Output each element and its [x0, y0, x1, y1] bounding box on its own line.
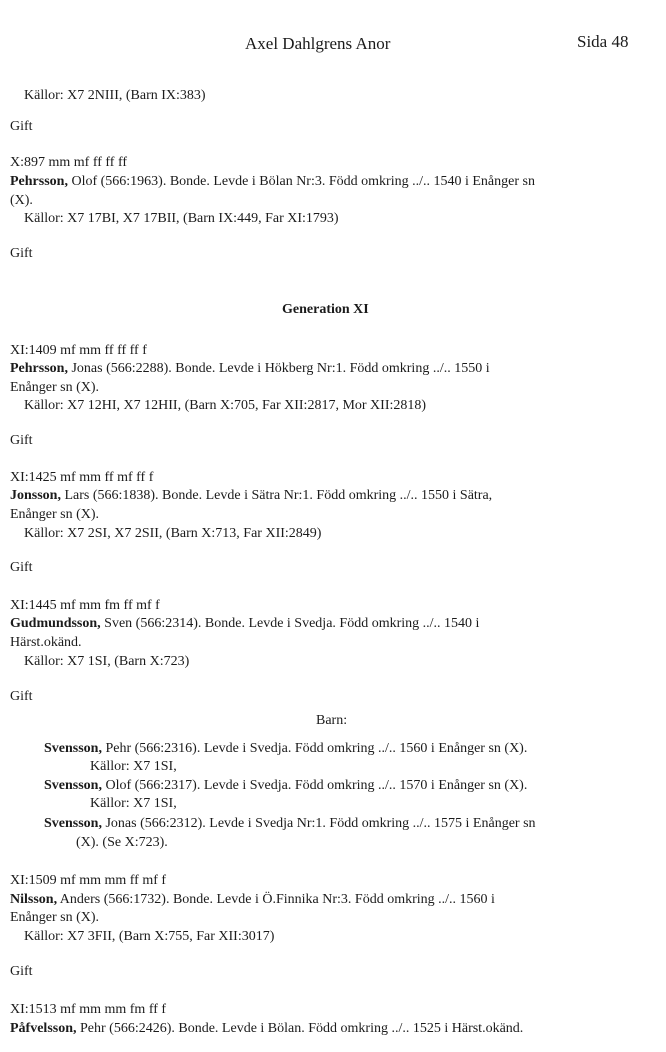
person-details: Jonas (566:2288). Bonde. Levde i Hökberg Nr:1. Född omkring ../.. 1550 i [67, 361, 490, 376]
sources-line: Källor: X7 12HI, X7 12HII, (Barn X:705, Far XII:2817, Mor XII:2818) [24, 398, 427, 413]
entry-id: X:897 mm mf ff ff ff [10, 155, 128, 170]
sources-line: Källor: X7 2NIII, (Barn IX:383) [24, 88, 206, 103]
entry-text [10, 891, 495, 908]
entry-text [10, 1020, 523, 1037]
married-label: Gift [10, 560, 33, 575]
child-details: Jonas (566:2312). Levde i Svedja Nr:1. Född omkring ../.. 1575 i Enånger sn [101, 816, 536, 831]
person-details: Olof (566:1963). Bonde. Levde i Bölan Nr:3. Född omkring ../.. 1540 i Enånger sn [67, 174, 535, 189]
child-entry [44, 777, 527, 794]
generation-heading: Generation XI [282, 302, 369, 317]
sources-line: Källor: X7 3FII, (Barn X:755, Far XII:3017) [24, 929, 275, 944]
sources-line: Källor: X7 1SI, (Barn X:723) [24, 654, 190, 669]
entry-text [10, 615, 479, 632]
child-entry [44, 815, 536, 832]
sources-line: Källor: X7 17BI, X7 17BII, (Barn IX:449, Far XI:1793) [24, 211, 339, 226]
entry-continuation: Enånger sn (X). [10, 507, 100, 522]
person-name: Påfvelsson, [10, 1021, 77, 1036]
entry-id: XI:1425 mf mm ff mf ff f [10, 470, 154, 485]
married-label: Gift [10, 964, 33, 979]
entry-continuation: Enånger sn (X). [10, 380, 100, 395]
child-sources: Källor: X7 1SI, [90, 796, 177, 811]
person-name: Nilsson, [10, 892, 58, 907]
child-name: Svensson, [44, 778, 102, 793]
entry-text [10, 173, 535, 190]
sources-line: Källor: X7 2SI, X7 2SII, (Barn X:713, Far XII:2849) [24, 526, 322, 541]
child-entry [44, 740, 527, 757]
entry-continuation: Härst.okänd. [10, 635, 82, 650]
person-details: Anders (566:1732). Bonde. Levde i Ö.Finnika Nr:3. Född omkring ../.. 1560 i [57, 892, 495, 907]
child-name: Svensson, [44, 741, 102, 756]
entry-text [10, 487, 492, 504]
entry-continuation: Enånger sn (X). [10, 910, 100, 925]
child-details: Olof (566:2317). Levde i Svedja. Född omkring ../.. 1570 i Enånger sn (X). [101, 778, 528, 793]
married-label: Gift [10, 689, 33, 704]
person-details: Sven (566:2314). Bonde. Levde i Svedja. Född omkring ../.. 1540 i [100, 616, 480, 631]
entry-id: XI:1445 mf mm fm ff mf f [10, 598, 160, 613]
person-name: Jonsson, [10, 488, 61, 503]
married-label: Gift [10, 246, 33, 261]
entry-text [10, 360, 490, 377]
person-name: Gudmundsson, [10, 616, 101, 631]
person-details: Lars (566:1838). Bonde. Levde i Sätra Nr:1. Född omkring ../.. 1550 i Sätra, [60, 488, 493, 503]
person-details: Pehr (566:2426). Bonde. Levde i Bölan. Född omkring ../.. 1525 i Härst.okänd. [76, 1021, 524, 1036]
child-continuation: (X). (Se X:723). [76, 835, 168, 850]
page-number: Sida 48 [577, 32, 629, 51]
married-label: Gift [10, 119, 33, 134]
child-name: Svensson, [44, 816, 102, 831]
running-title: Axel Dahlgrens Anor [245, 34, 391, 53]
child-details: Pehr (566:2316). Levde i Svedja. Född omkring ../.. 1560 i Enånger sn (X). [101, 741, 528, 756]
entry-id: XI:1409 mf mm ff ff ff f [10, 343, 147, 358]
married-label: Gift [10, 433, 33, 448]
entry-id: XI:1513 mf mm mm fm ff f [10, 1002, 167, 1017]
entry-id: XI:1509 mf mm mm ff mf f [10, 873, 167, 888]
child-sources: Källor: X7 1SI, [90, 759, 177, 774]
children-label: Barn: [316, 713, 348, 728]
person-name: Pehrsson, [10, 174, 68, 189]
entry-continuation: (X). [10, 193, 33, 208]
person-name: Pehrsson, [10, 361, 68, 376]
